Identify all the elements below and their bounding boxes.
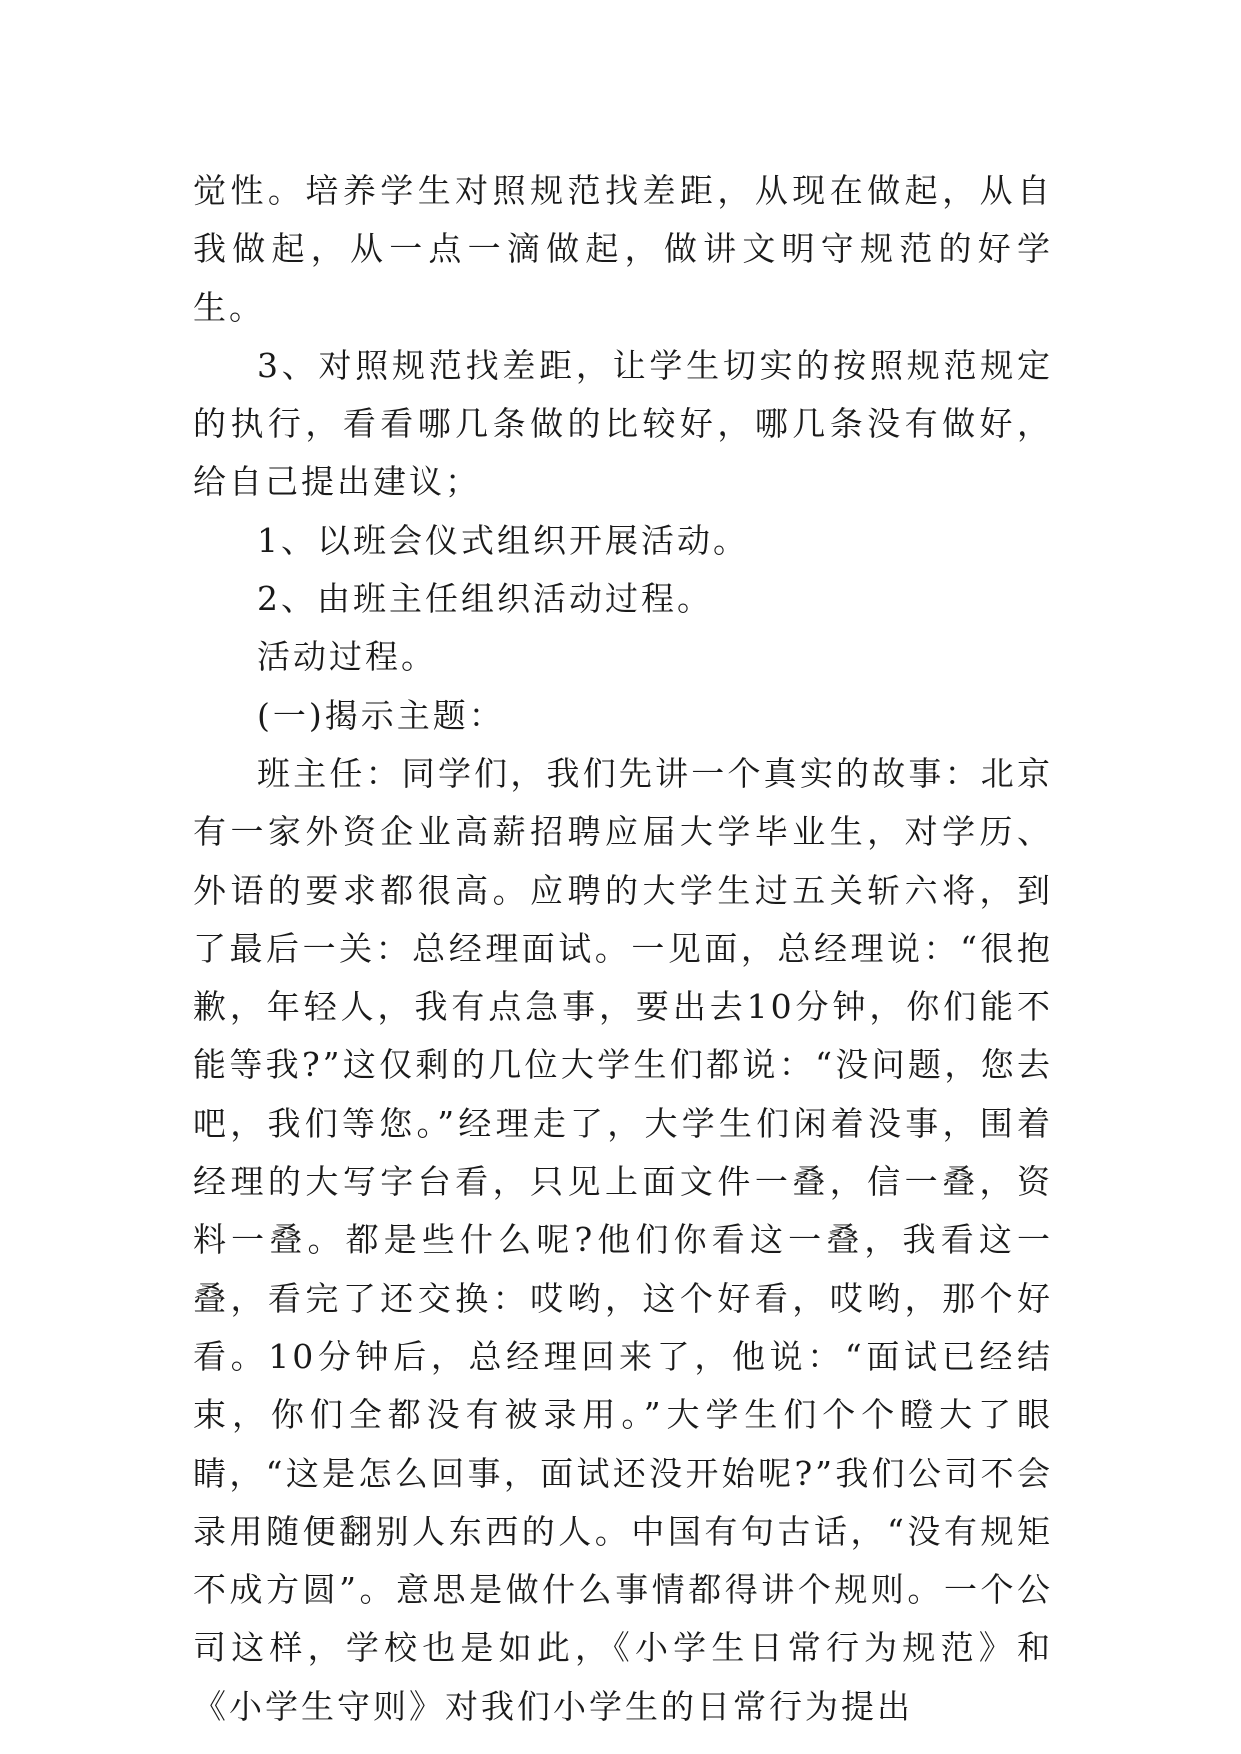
paragraph-1: 觉性。培养学生对照规范找差距，从现在做起，从自我做起，从一点一滴做起，做讲文明守规范的好学生。 — [193, 171, 1053, 327]
body-text — [193, 162, 1053, 1736]
paragraph-3: 1、以班会仪式组织开展活动。 — [257, 520, 749, 560]
paragraph-6: (一)揭示主题： — [257, 695, 505, 735]
paragraph-5: 活动过程。 — [257, 637, 437, 677]
paragraph-7: 班主任：同学们，我们先讲一个真实的故事：北京有一家外资企业高薪招聘应届大学毕业生，对学历、外语的要求都很高。应聘的大学生过五关斩六将，到了最后一关：总经理面试。一见面，总经理说：“很抱歉，年轻人，我有点急事，要出去10分钟，你们能不能等我?”这仅剩的几位大学生们都说：“没问题，您去吧，我们等您。”经理走了，大学生们闲着没事，围着经理的大写字台看，只见上面文件一叠，信一叠，资料一叠。都是些什么呢?他们你看这一叠，我看这一叠，看完了还交换：哎哟，这个好看，哎哟，那个好看。10分钟后，总经理回来了，他说：“面试已经结束，你们全都没有被录用。”大学生们个个瞪大了眼睛，“这是怎么回事，面试还没开始呢?”我们公司不会录用随便翻别人东西的人。中国有句古话，“没有规矩不成方圆”。意思是做什么事情都得讲个规则。一个公司这样，学校也是如此，《小学生日常行为规范》和《小学生守则》对我们小学生的日常行为提出 — [193, 753, 1053, 1726]
paragraph-4: 2、由班主任组织活动过程。 — [257, 579, 713, 619]
paragraph-2: 3、对照规范找差距，让学生切实的按照规范规定的执行，看看哪几条做的比较好，哪几条没有做好，给自己提出建议； — [193, 345, 1053, 502]
